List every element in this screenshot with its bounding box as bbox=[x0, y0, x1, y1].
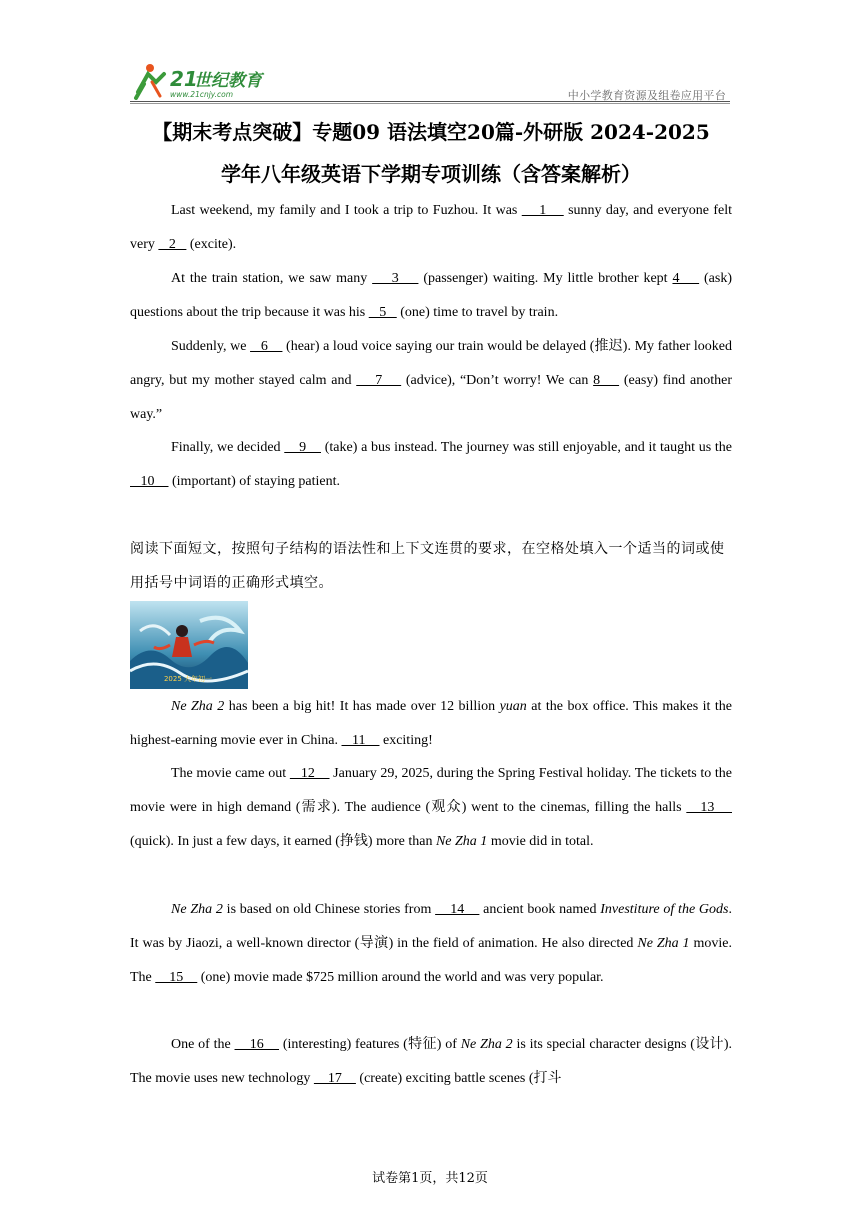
blank-11: 11 bbox=[341, 733, 380, 748]
svg-text:2025 大年初一: 2025 大年初一 bbox=[163, 675, 213, 683]
page-title-line-2: 学年八年级英语下学期专项训练（含答案解析） bbox=[221, 162, 641, 186]
site-logo bbox=[130, 62, 270, 100]
page-header bbox=[130, 62, 730, 102]
blank-3: 3 bbox=[372, 271, 419, 286]
blank-10: 10 bbox=[130, 474, 169, 489]
blank-13: 13 bbox=[686, 800, 732, 815]
passage1-paragraph-4: Finally, we decided 9 (take) a bus instead. The journey was still enjoyable, and it taught us the 10 (important) of staying patient. bbox=[130, 440, 732, 489]
site-tagline: 中小学教育资源及组卷应用平台 bbox=[567, 89, 726, 102]
blank-12: 12 bbox=[289, 766, 330, 781]
header-rule-secondary bbox=[130, 103, 730, 104]
header-rule bbox=[130, 101, 730, 102]
blank-4: 4 bbox=[672, 271, 700, 286]
blank-15: 15 bbox=[155, 970, 198, 985]
blank-8: 8 bbox=[593, 373, 620, 388]
svg-text:21: 21 bbox=[170, 67, 198, 91]
exercise-instructions: 阅读下面短文，按照句子结构的语法性和上下文连贯的要求，在空格处填入一个适当的词或使用括号中词语的正确形式填空。 bbox=[130, 541, 725, 591]
passage2-paragraph-1: Ne Zha 2 has been a big hit! It has made over 12 billion yuan at the box office. This makes it the highest-earning movie ever in China. 11 exciting! bbox=[130, 699, 732, 748]
blank-14: 14 bbox=[435, 902, 480, 917]
blank-1: 1 bbox=[521, 203, 564, 218]
movie-poster-image bbox=[130, 601, 248, 689]
passage2-paragraph-3: Ne Zha 2 is based on old Chinese stories from 14 ancient book named Investiture of the Gods. It was by Jiaozi, a well-known director (导演) in the field of animation. He also directed Ne Zha 1 movie. The 15 (one) movie made $725 million around the world and was very popular. bbox=[130, 902, 732, 985]
passage1-paragraph-1: Last weekend, my family and I took a trip to Fuzhou. It was 1 sunny day, and everyone felt very 2 (excite). bbox=[130, 203, 732, 252]
page-footer: 试卷第1页，共12页 bbox=[372, 1171, 488, 1186]
blank-5: 5 bbox=[368, 305, 397, 320]
blank-17: 17 bbox=[313, 1071, 356, 1086]
blank-6: 6 bbox=[250, 339, 283, 354]
page-title-line-1: 【期末考点突破】专题09 语法填空20篇-外研版 2024-2025 bbox=[152, 120, 710, 144]
blank-2: 2 bbox=[158, 237, 187, 252]
svg-text:世纪教育: 世纪教育 bbox=[194, 71, 262, 91]
blank-7: 7 bbox=[356, 373, 402, 388]
passage1-paragraph-2: At the train station, we saw many 3 (passenger) waiting. My little brother kept 4 (ask) questions about the trip because it was his 5 (one) time to travel by train. bbox=[130, 271, 733, 320]
passage2-paragraph-4: One of the 16 (interesting) features (特征) of Ne Zha 2 is its special character designs (设计). The movie uses new technology 17 (create) exciting battle scenes (打斗 bbox=[130, 1037, 733, 1086]
blank-16: 16 bbox=[234, 1037, 280, 1052]
blank-9: 9 bbox=[284, 440, 321, 455]
passage1-paragraph-3: Suddenly, we 6 (hear) a loud voice saying our train would be delayed (推迟). My father looked angry, but my mother stayed calm and 7 (advice), “Don’t worry! We can 8 (easy) find another way.” bbox=[130, 339, 733, 422]
passage2-paragraph-2: The movie came out 12 January 29, 2025, during the Spring Festival holiday. The tickets to the movie were in high demand (需求). The audience (观众) went to the cinemas, filling the halls 13 (quick). In just a few days, it earned (挣钱) more than Ne Zha 1 movie did in total. bbox=[130, 766, 733, 849]
svg-text:www.21cnjy.com: www.21cnjy.com bbox=[170, 90, 234, 99]
